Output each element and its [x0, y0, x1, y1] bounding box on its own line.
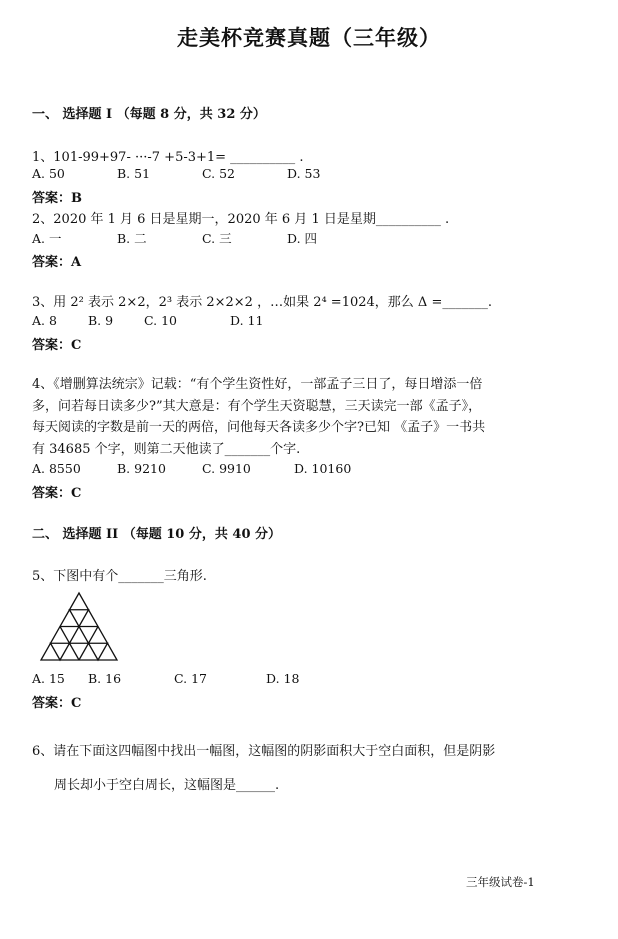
option-d: D. 四	[287, 231, 318, 246]
option-d: D. 18	[266, 671, 300, 686]
question-2-answer: 答案：A	[32, 255, 82, 270]
page-footer: 三年级试卷-1	[466, 875, 535, 889]
option-a: A. 8550	[32, 461, 81, 476]
option-b: B. 9210	[117, 461, 166, 476]
option-a: A. 15	[32, 671, 65, 686]
option-b: B. 16	[88, 671, 122, 686]
triangle-figure	[38, 590, 120, 664]
option-a: A. 一	[32, 231, 62, 246]
option-c: C. 10	[144, 313, 177, 328]
question-4-answer: 答案：C	[32, 486, 82, 501]
option-a: A. 50	[32, 166, 65, 181]
option-d: D. 10160	[294, 461, 352, 476]
section-heading-1: 一、 选择题 I （每题 8 分，共 32 分）	[32, 107, 266, 122]
question-1-answer: 答案：B	[32, 191, 82, 206]
question-1-stem: 1、101-99+97- ···-7 +5-3+1= __________ .	[32, 150, 304, 165]
question-5-answer: 答案：C	[32, 696, 82, 711]
question-5-stem: 5、下图中有个_______三角形.	[32, 569, 207, 584]
option-a: A. 8	[32, 313, 57, 328]
option-d: D. 53	[287, 166, 321, 181]
option-b: B. 9	[88, 313, 114, 328]
question-1-options	[32, 166, 592, 184]
page-title: 走美杯竞赛真题（三年级）	[177, 26, 441, 50]
question-4-options	[32, 461, 592, 479]
question-3-options	[32, 313, 592, 331]
question-4-line-4: 有 34685 个字，则第二天他读了_______个字.	[32, 441, 301, 457]
question-6-line-1: 6、请在下面这四幅图中找出一幅图，这幅图的阴影面积大于空白面积，但是阴影	[32, 744, 496, 759]
question-5-options	[32, 671, 592, 689]
option-b: B. 二	[117, 231, 147, 246]
question-2-options	[32, 229, 592, 247]
question-4-line-3: 每天阅读的字数是前一天的两倍，问他每天各读多少个字?已知 《孟子》一书共	[32, 420, 486, 435]
question-3-stem: 3、用 2² 表示 2×2，2³ 表示 2×2×2 ，…如果 2⁴ =1024，那么 Δ =_______.	[32, 295, 492, 310]
section-heading-2: 二、 选择题 II （每题 10 分，共 40 分）	[32, 527, 282, 542]
option-c: C. 9910	[202, 461, 251, 476]
question-2-stem: 2、2020 年 1 月 6 日是星期一，2020 年 6 月 1 日是星期__________ .	[32, 212, 450, 227]
option-c: C. 17	[174, 671, 207, 686]
question-4-line-2: 多，问若每日读多少?”其大意是：有个学生天资聪慧，三天读完一部《孟子》，	[32, 398, 482, 414]
question-4-line-1: 4、《增删算法统宗》记载：“有个学生资性好，一部孟子三日了，每日增添一倍	[32, 377, 483, 392]
option-b: B. 51	[117, 166, 151, 181]
option-d: D. 11	[230, 313, 264, 328]
option-c: C. 52	[202, 166, 235, 181]
question-3-answer: 答案：C	[32, 338, 82, 353]
option-c: C. 三	[202, 231, 232, 246]
question-4-stem	[32, 374, 532, 460]
question-6-line-2: 周长却小于空白周长，这幅图是______.	[54, 778, 280, 793]
